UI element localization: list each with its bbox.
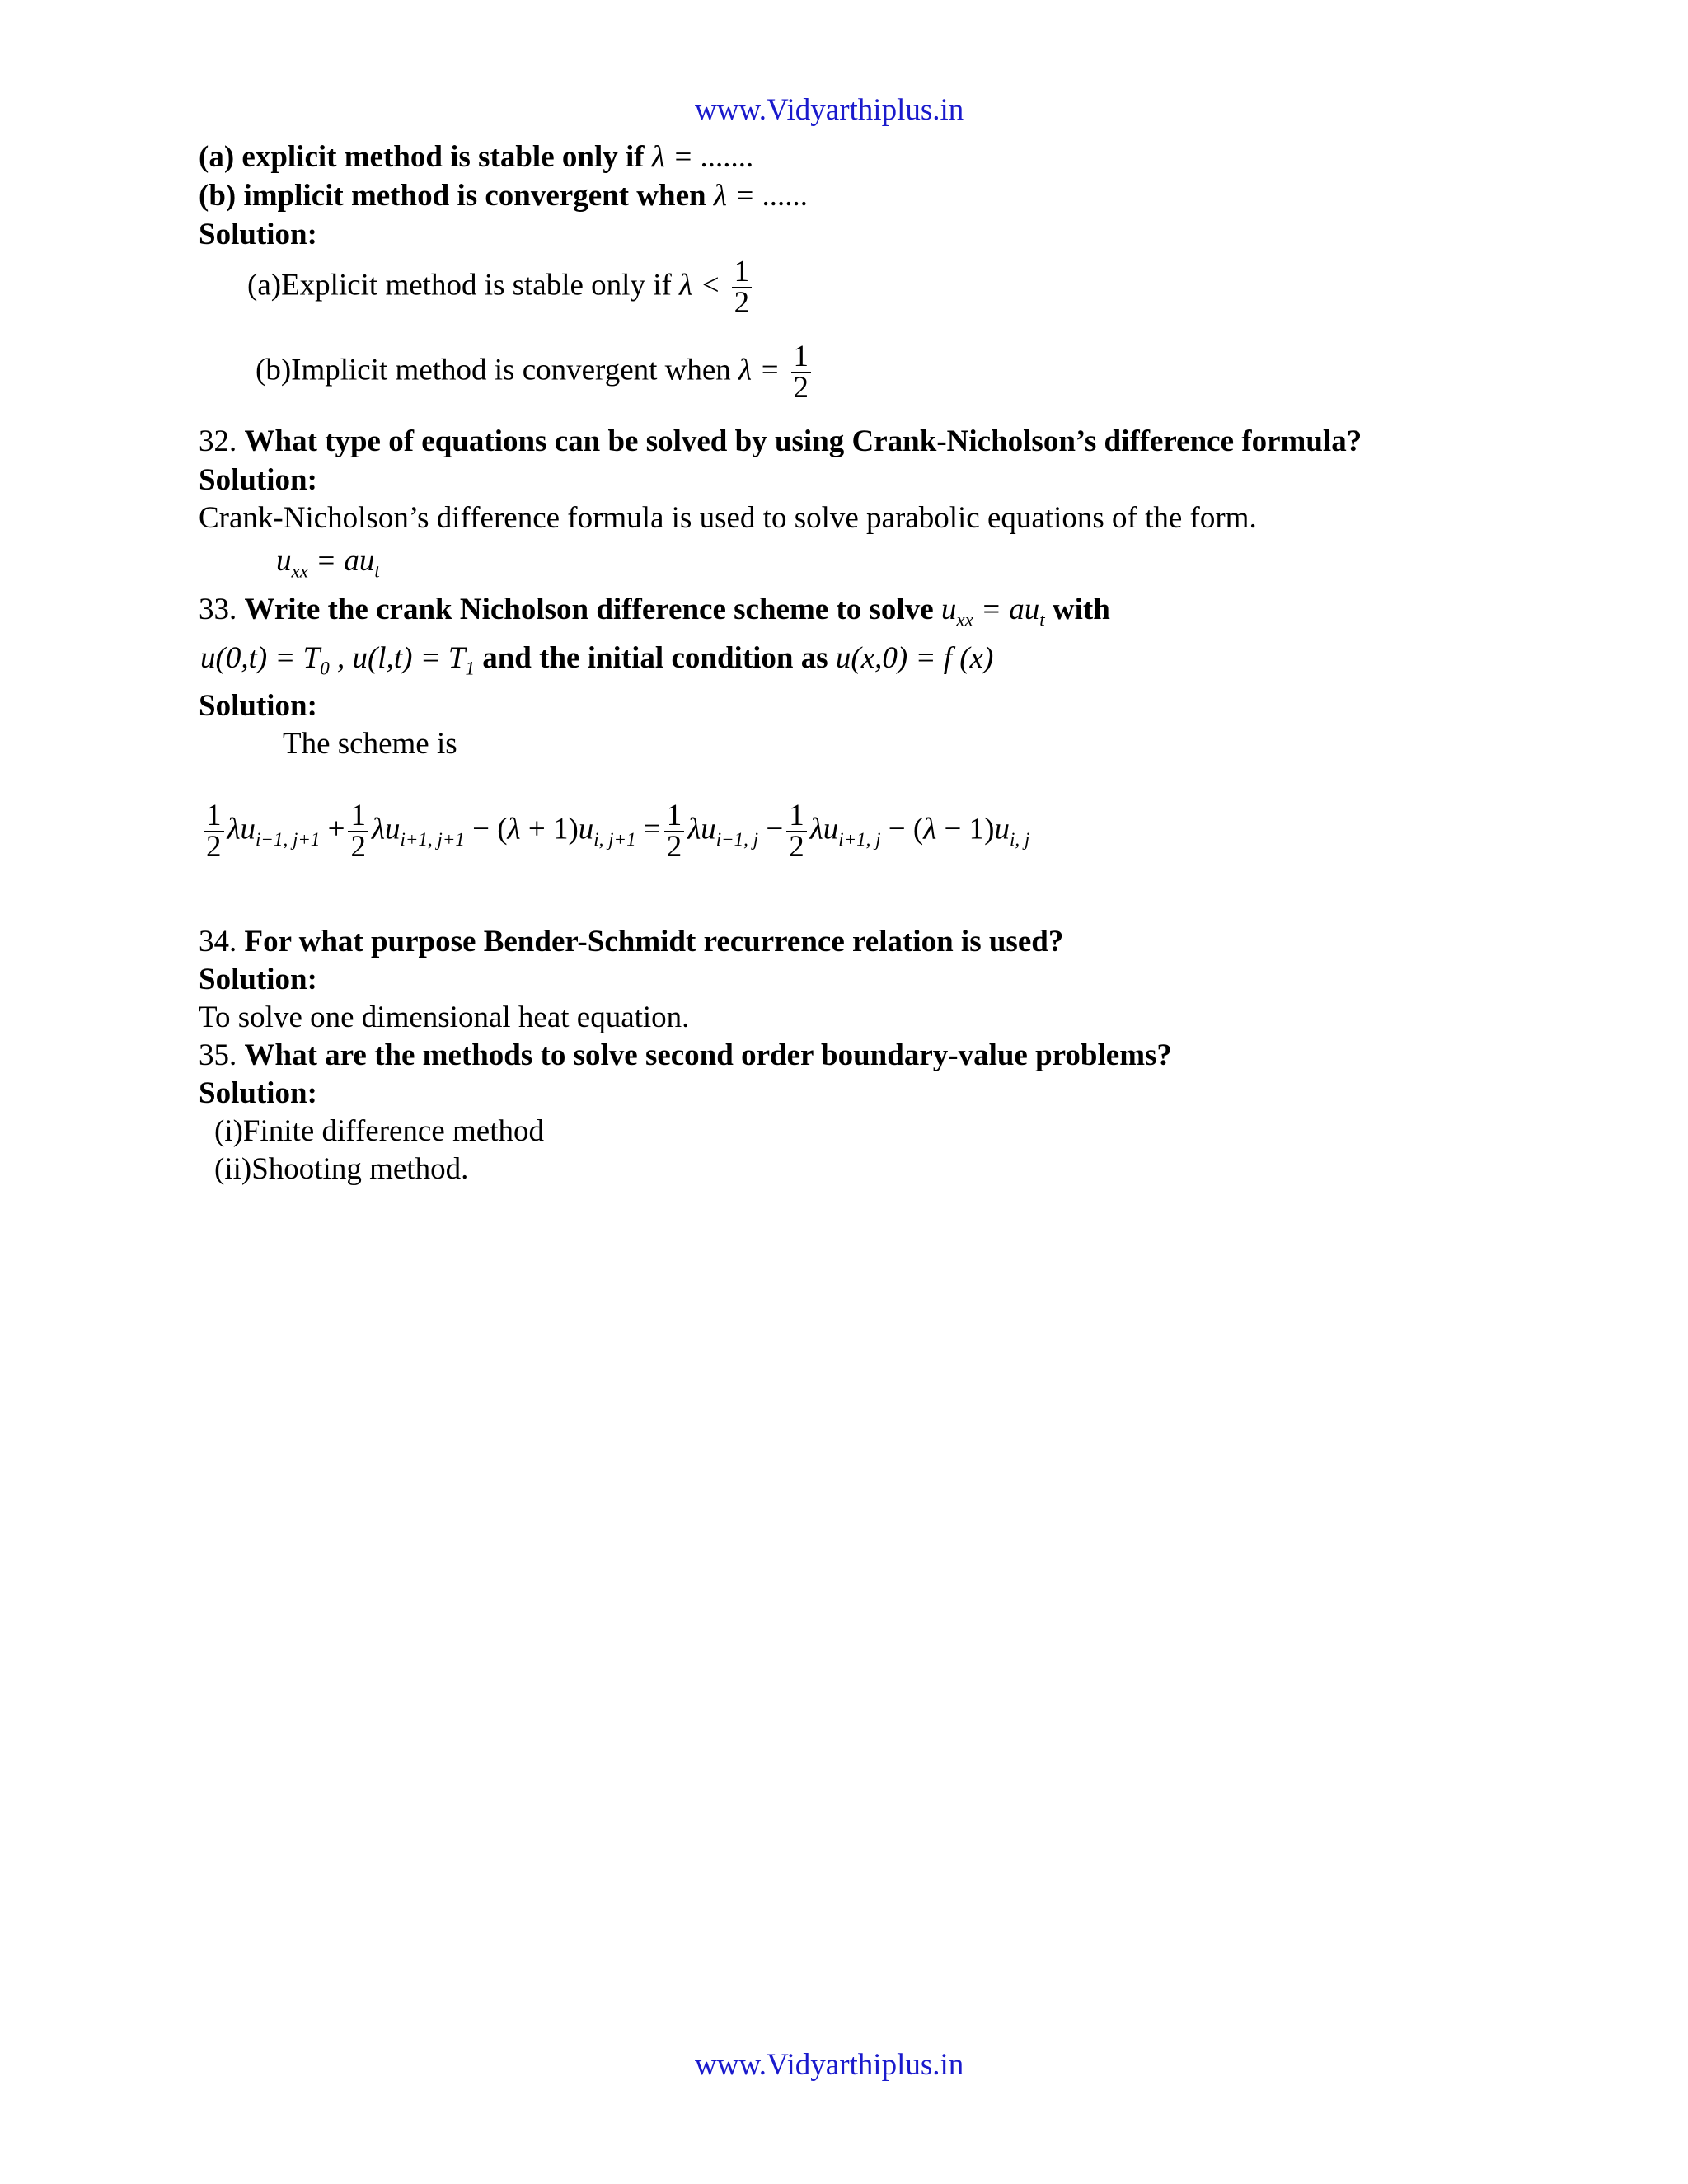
q33-solution-label: Solution: xyxy=(199,689,317,723)
q31-solution-label: Solution: xyxy=(199,218,317,251)
q33-question-text-2: and the initial condition as xyxy=(482,641,828,675)
q31-answer-a-relation: λ < xyxy=(679,268,721,302)
q31-part-a xyxy=(199,138,754,176)
q31-answer-a xyxy=(247,257,755,318)
q31-part-a-text: (a) explicit method is stable only if xyxy=(199,140,645,174)
q35-method-1: (i)Finite difference method xyxy=(214,1114,545,1148)
fraction-denominator: 2 xyxy=(734,286,750,320)
q33-number: 33. xyxy=(199,593,237,626)
q33-question-line2 xyxy=(200,640,993,687)
q34-solution-label: Solution: xyxy=(199,963,317,996)
fraction-half: $\frac{1}{2}$ xyxy=(204,801,224,862)
fraction-half: $\frac{1}{2}$ xyxy=(664,801,685,862)
q33-scheme-intro: The scheme is xyxy=(283,727,457,761)
q31-part-a-tail: λ = ....... xyxy=(651,140,755,174)
q33-question-text: Write the crank Nicholson difference scheme to solve xyxy=(244,593,934,626)
q35-method-2: (ii)Shooting method. xyxy=(214,1152,469,1186)
q34-number: 34. xyxy=(199,925,237,958)
q31-answer-b-text: (b)Implicit method is convergent when xyxy=(256,353,731,387)
q31-answer-a-fraction xyxy=(732,257,753,318)
q32-number: 32. xyxy=(199,424,237,458)
q34-answer: To solve one dimensional heat equation. xyxy=(199,1001,690,1034)
fraction-half: $\frac{1}{2}$ xyxy=(786,801,807,862)
q33-initial-condition: u(x,0) = f (x) xyxy=(835,641,994,675)
q35-question xyxy=(199,1037,1172,1075)
fraction-half: $\frac{1}{2}$ xyxy=(348,801,368,862)
header-site-link[interactable]: www.Vidyarthiplus.in xyxy=(695,93,964,127)
fraction-denominator: 2 xyxy=(793,371,809,405)
q32-solution-label: Solution: xyxy=(199,463,317,497)
q33-boundary-conditions: $u(0,t) = T_0$ , $u(l,t) = T_1$ xyxy=(200,641,475,679)
footer-site-link[interactable]: www.Vidyarthiplus.in xyxy=(695,2048,964,2082)
fraction-numerator: 1 xyxy=(791,342,812,373)
fraction-numerator: 1 xyxy=(732,257,753,288)
q32-equation: $u_{xx} = au_t$ xyxy=(276,544,380,582)
q31-answer-b xyxy=(256,342,814,403)
q34-question xyxy=(199,923,1063,961)
q31-answer-b-fraction xyxy=(791,342,812,403)
q31-answer-b-relation: λ = xyxy=(738,353,781,387)
q33-question-line1 xyxy=(199,591,1110,639)
q35-solution-label: Solution: xyxy=(199,1076,317,1110)
q34-question-text: For what purpose Bender-Schmidt recurrence relation is used? xyxy=(244,925,1064,958)
q32-answer: Crank-Nicholson’s difference formula is used to solve parabolic equations of the form. xyxy=(199,501,1257,535)
q33-inline-equation: $u_{xx} = au_t$ xyxy=(940,593,1045,630)
q35-number: 35. xyxy=(199,1038,237,1072)
q32-question-text: What type of equations can be solved by using Crank-Nicholson’s difference formula? xyxy=(244,424,1362,458)
q31-answer-a-text: (a)Explicit method is stable only if xyxy=(247,268,672,302)
q33-with: with xyxy=(1052,593,1110,626)
q32-question xyxy=(199,423,1362,461)
q31-part-b-tail: λ = ...... xyxy=(713,179,809,213)
q31-part-b-text: (b) implicit method is convergent when xyxy=(199,179,706,213)
crank-nicholson-scheme-equation: $\frac{1}{2}$ $\lambda u_{i-1, j+1}$ + $\frac{1}{2}$ $\lambda u_{i+1, j+1} - (\lambda + 1)u_{i, j+1}$ = $\frac{1}{2}$ $\lambda u_{i-1, j}$ − $\frac{1}{2}$ $\lambda u_{i+1, j} - (\lambda - 1)u_{i, j}$ xyxy=(200,801,1029,862)
q31-part-b xyxy=(199,177,809,215)
q35-question-text: What are the methods to solve second order boundary-value problems? xyxy=(244,1038,1172,1072)
